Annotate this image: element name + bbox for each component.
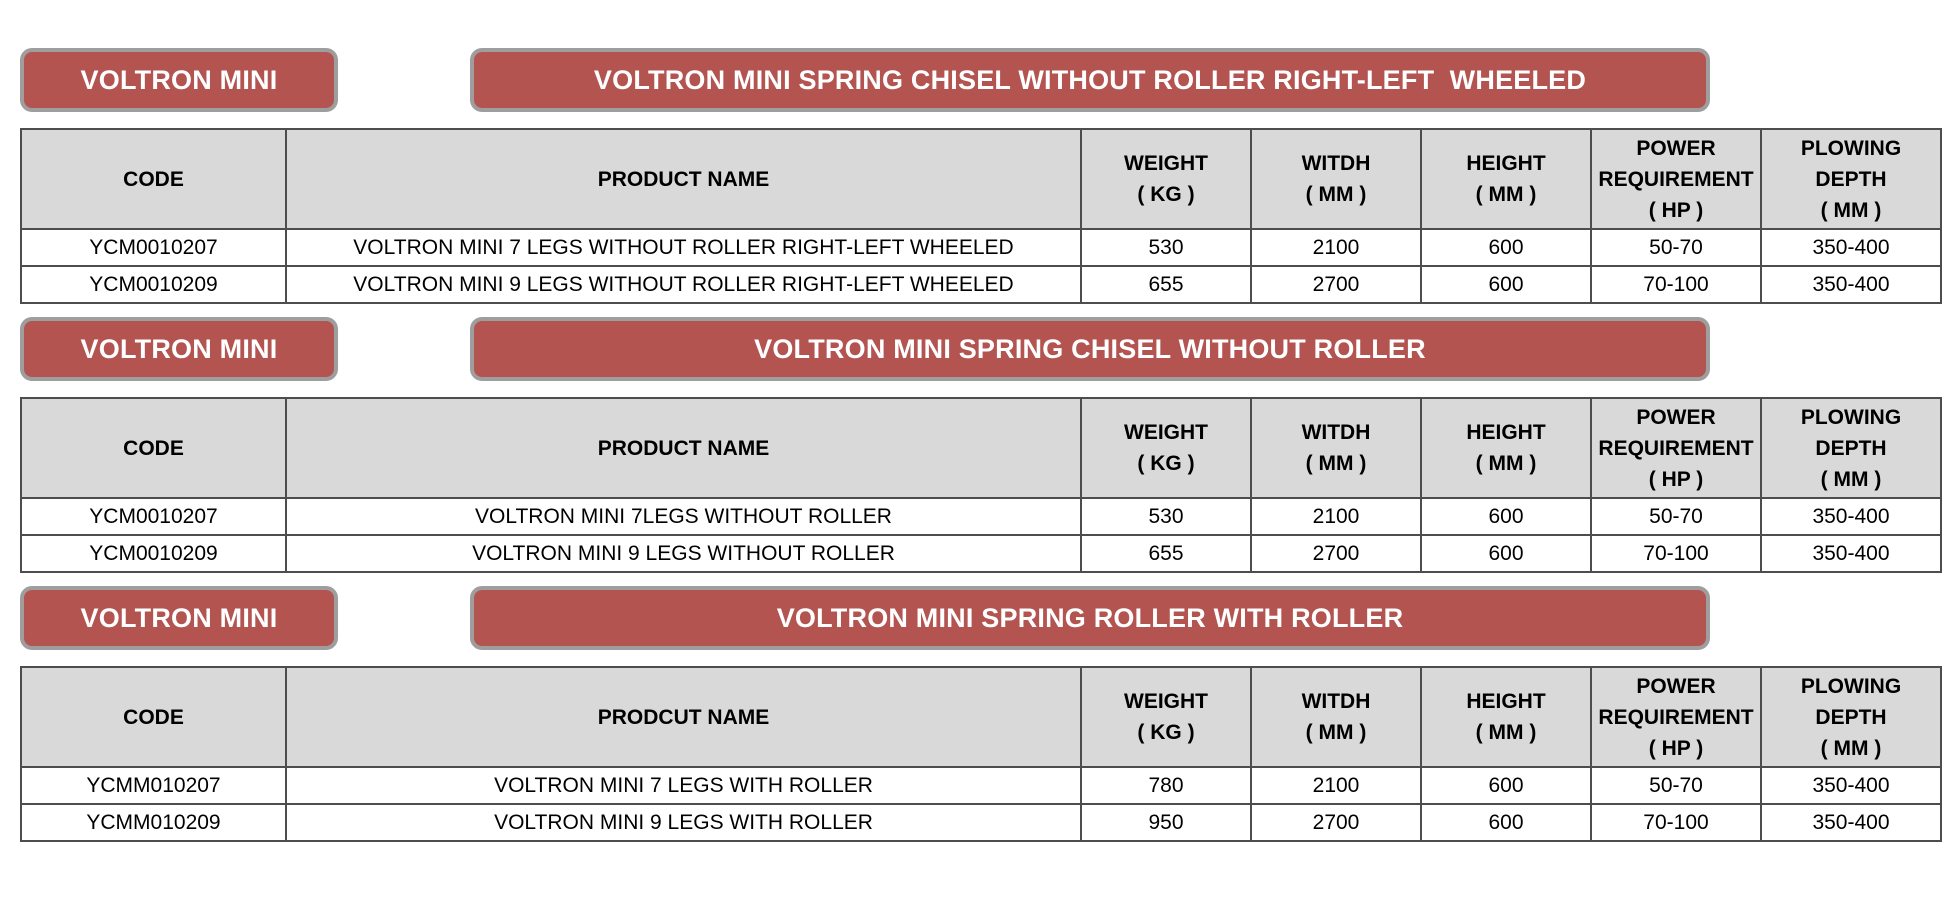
cell-height: 600	[1421, 767, 1591, 804]
cell-width: 2100	[1251, 229, 1421, 266]
product-table	[20, 128, 1942, 304]
cell-height: 600	[1421, 498, 1591, 535]
cell-product-name: VOLTRON MINI 9 LEGS WITHOUT ROLLER RIGHT-LEFT WHEELED	[286, 266, 1081, 303]
cell-width: 2700	[1251, 535, 1421, 572]
cell-depth: 350-400	[1761, 804, 1941, 841]
cell-power: 50-70	[1591, 229, 1761, 266]
cell-code: YCM0010207	[21, 498, 286, 535]
cell-power: 50-70	[1591, 767, 1761, 804]
cell-code: YCMM010207	[21, 767, 286, 804]
header-code: CODE	[21, 129, 286, 229]
header-power: POWER REQUIREMENT ( HP )	[1591, 129, 1761, 229]
cell-weight: 530	[1081, 229, 1251, 266]
table-header-row	[21, 129, 1941, 229]
series-badge: VOLTRON MINI	[20, 317, 338, 381]
cell-product-name: VOLTRON MINI 7 LEGS WITHOUT ROLLER RIGHT-LEFT WHEELED	[286, 229, 1081, 266]
series-badge: VOLTRON MINI	[20, 586, 338, 650]
header-width: WITDH ( MM )	[1251, 398, 1421, 498]
cell-product-name: VOLTRON MINI 9 LEGS WITH ROLLER	[286, 804, 1081, 841]
header-product-name: PRODCUT NAME	[286, 667, 1081, 767]
table-row	[21, 767, 1941, 804]
table-row	[21, 266, 1941, 303]
cell-weight: 655	[1081, 266, 1251, 303]
cell-power: 70-100	[1591, 266, 1761, 303]
cell-product-name: VOLTRON MINI 7LEGS WITHOUT ROLLER	[286, 498, 1081, 535]
cell-power: 50-70	[1591, 498, 1761, 535]
header-code: CODE	[21, 398, 286, 498]
header-weight: WEIGHT ( KG )	[1081, 129, 1251, 229]
product-table	[20, 397, 1942, 573]
cell-code: YCM0010209	[21, 535, 286, 572]
header-weight: WEIGHT ( KG )	[1081, 667, 1251, 767]
header-depth: PLOWING DEPTH ( MM )	[1761, 398, 1941, 498]
cell-code: YCM0010209	[21, 266, 286, 303]
header-power: POWER REQUIREMENT ( HP )	[1591, 398, 1761, 498]
cell-weight: 950	[1081, 804, 1251, 841]
cell-depth: 350-400	[1761, 229, 1941, 266]
header-power: POWER REQUIREMENT ( HP )	[1591, 667, 1761, 767]
header-weight: WEIGHT ( KG )	[1081, 398, 1251, 498]
header-height: HEIGHT ( MM )	[1421, 398, 1591, 498]
header-height: HEIGHT ( MM )	[1421, 667, 1591, 767]
cell-weight: 780	[1081, 767, 1251, 804]
series-badge: VOLTRON MINI	[20, 48, 338, 112]
section-title: VOLTRON MINI SPRING CHISEL WITHOUT ROLLER	[470, 317, 1710, 381]
cell-depth: 350-400	[1761, 266, 1941, 303]
table-header-row	[21, 398, 1941, 498]
cell-height: 600	[1421, 229, 1591, 266]
cell-width: 2700	[1251, 266, 1421, 303]
cell-code: YCM0010207	[21, 229, 286, 266]
table-row	[21, 535, 1941, 572]
header-product-name: PRODUCT NAME	[286, 129, 1081, 229]
product-table	[20, 666, 1942, 842]
header-height: HEIGHT ( MM )	[1421, 129, 1591, 229]
table-row	[21, 229, 1941, 266]
header-depth: PLOWING DEPTH ( MM )	[1761, 667, 1941, 767]
cell-width: 2100	[1251, 498, 1421, 535]
cell-weight: 530	[1081, 498, 1251, 535]
cell-height: 600	[1421, 804, 1591, 841]
cell-weight: 655	[1081, 535, 1251, 572]
cell-width: 2100	[1251, 767, 1421, 804]
cell-code: YCMM010209	[21, 804, 286, 841]
cell-depth: 350-400	[1761, 767, 1941, 804]
header-width: WITDH ( MM )	[1251, 129, 1421, 229]
table-row	[21, 804, 1941, 841]
cell-depth: 350-400	[1761, 498, 1941, 535]
header-code: CODE	[21, 667, 286, 767]
section-title: VOLTRON MINI SPRING CHISEL WITHOUT ROLLER RIGHT-LEFT WHEELED	[470, 48, 1710, 112]
header-width: WITDH ( MM )	[1251, 667, 1421, 767]
section-title: VOLTRON MINI SPRING ROLLER WITH ROLLER	[470, 586, 1710, 650]
table-header-row	[21, 667, 1941, 767]
cell-width: 2700	[1251, 804, 1421, 841]
cell-height: 600	[1421, 266, 1591, 303]
cell-product-name: VOLTRON MINI 9 LEGS WITHOUT ROLLER	[286, 535, 1081, 572]
cell-power: 70-100	[1591, 535, 1761, 572]
cell-power: 70-100	[1591, 804, 1761, 841]
header-product-name: PRODUCT NAME	[286, 398, 1081, 498]
cell-height: 600	[1421, 535, 1591, 572]
cell-product-name: VOLTRON MINI 7 LEGS WITH ROLLER	[286, 767, 1081, 804]
table-row	[21, 498, 1941, 535]
cell-depth: 350-400	[1761, 535, 1941, 572]
header-depth: PLOWING DEPTH ( MM )	[1761, 129, 1941, 229]
